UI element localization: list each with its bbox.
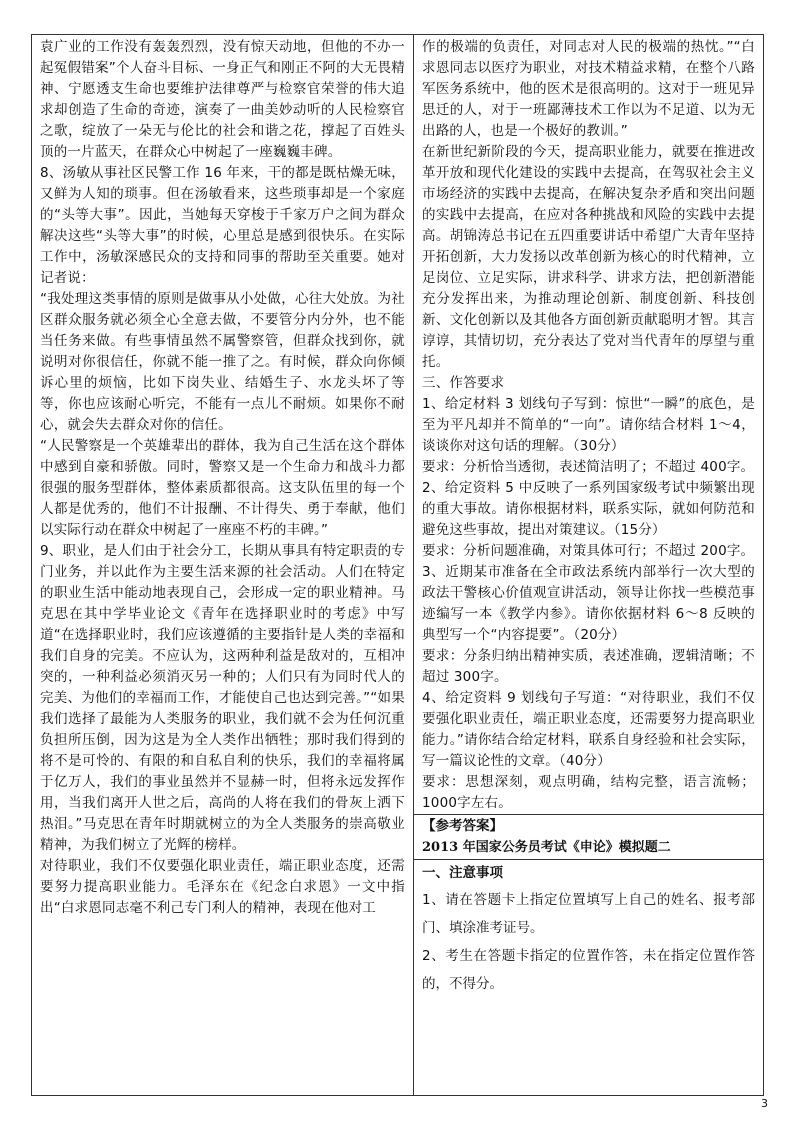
note-item: 1、请在答题卡上指定位置填写上自己的姓名、报考部门、填涂准考证号。 bbox=[422, 892, 755, 936]
section-heading: 三、作答要求 bbox=[422, 375, 505, 391]
paragraph: 8、汤敏从事社区民警工作 16 年来，干的都是既枯燥无味，又鲜为人知的琐事。但在汤敏看来，这些琐事却是一个家庭的“头等大事”。因此，当她每天穿梭于千家万户之间为群众解决这些“头等大事”的时候，心里总是感到很快乐。在实际工作中，汤敏深感民众的支持和同事的帮助至关重要。她对记者说： bbox=[40, 165, 405, 286]
paragraph: “我处理这类事情的原则是做事从小处做，心往大处放。为社区群众服务就必须全心全意去做，不要管分内分外，也不能当任务来做。有些事情虽然不属警察管，但群众找到你，就说明对你很信任，你就不能一推了之。有时候，群众向你倾诉心里的烦恼，比如下岗失业、结婚生子、水龙头坏了等等，你也应该耐心听完，不能有一点儿不耐烦。如果你不耐心，就会失去群众对你的信任。 bbox=[40, 291, 405, 433]
right-column bbox=[414, 35, 763, 1095]
paragraph: “人民警察是一个英雄辈出的群体，我为自己生活在这个群体中感到自豪和骄傲。同时，警察又是一个生命力和战斗力都很强的服务型群体，整体素质都很高。这支队伍里的每一个人都是优秀的，他们不计报酬、不计得失、勇于奉献，他们以实际行动在群众中树起了一座座不朽的丰碑。” bbox=[40, 438, 405, 538]
paragraph: 在新世纪新阶段的今天，提高职业能力，就要在推进改革开放和现代化建设的实践中去提高，在驾驭社会主义市场经济的实践中去提高，在解决复杂矛盾和突出问题的实践中去提高，在应对各种挑战和风险的实践中去提高。胡锦涛总书记在五四重要讲话中希望广大青年坚持开拓创新，大力发扬以改革创新为核心的时代精神，立足岗位、立足实际，讲求科学、讲求方法，把创新潜能充分发挥出来，为推动理论创新、制度创新、科技创新、文化创新以及其他各方面创新贡献聪明才智。其言谆谆，其情切切，充分表达了党对当代青年的厚望与重托。 bbox=[422, 144, 755, 370]
mock-exam-title: 2013 年国家公务员考试《申论》模拟题二 bbox=[422, 840, 671, 855]
paragraph: 9、职业，是人们由于社会分工，长期从事具有特定职责的专门业务，并以此作为主要生活来源的社会活动。人们在特定的职业生活中能动地表现自己，会形成一定的职业精神。马克思在其中学毕业论文《青年在选择职业时的考虑》中写道“在选择职业时，我们应该遵循的主要指针是人类的幸福和我们自身的完美。不应认为，这两种利益是敌对的，互相冲突的，一种利益必须消灭另一种的；人们只有为同时代人的完美、为他们的幸福而工作，才能使自己也达到完善。”“如果我们选择了最能为人类服务的职业，我们就不会为任何沉重负担所压倒，因为这是为全人类作出牺牲；那时我们得到的将不是可怜的、有限的和自私自利的快乐，我们的幸福将属于亿万人，我们的事业虽然并不显赫一时，但将永远发挥作用，当我们离开人世之后，高尚的人将在我们的骨灰上洒下热泪。”马克思在青年时期就树立的为全人类服务的崇高敬业精神，为我们树立了光辉的榜样。 bbox=[40, 543, 405, 853]
paragraph: 对待职业，我们不仅要强化职业责任，端正职业态度，还需要努力提高职业能力。毛泽东在《纪念白求恩》一文中指出“白求恩同志毫不利己专门利人的精神，表现在他对工 bbox=[40, 858, 405, 916]
paragraph: 作的极端的负责任，对同志对人民的极端的热忱。”“白求恩同志以医疗为职业，对技术精益求精，在整个八路军医务系统中，他的医术是很高明的。这对于一班见异思迁的人，对于一班鄙薄技术工作以为不足道、以为无出路的人，也是一个极好的教训。” bbox=[422, 39, 755, 139]
question-1: 1、给定材料 3 划线句子写到：惊世“一瞬”的底色，是至为平凡却并不简单的“一向”。请你结合材料 1～4，谈谈你对这句话的理解。（30分） bbox=[422, 396, 755, 454]
question-3: 3、近期某市准备在全市政法系统内部举行一次大型的政法干警核心价值观宣讲活动，领导让你找一些模范事迹编写一本《教学内参》。请你依据材料 6～8 反映的典型写一个“内容提要”。（20分） bbox=[422, 564, 755, 643]
question-1-requirement: 要求：分析恰当透彻，表述简洁明了；不超过 400字。 bbox=[422, 459, 755, 475]
question-2: 2、给定资料 5 中反映了一系列国家级考试中频繁出现的重大事故。请你根据材料，联系实际，就如何防范和避免这些事故，提出对策建议。（15分） bbox=[422, 480, 755, 538]
page-number: 3 bbox=[761, 1097, 768, 1110]
left-column bbox=[32, 35, 414, 1095]
document-page bbox=[31, 34, 764, 1096]
answer-header: 【参考答案】 bbox=[422, 818, 503, 834]
question-2-requirement: 要求：分析问题准确，对策具体可行；不超过 200字。 bbox=[422, 543, 755, 559]
question-4-requirement: 要求：思想深刻，观点明确，结构完整，语言流畅；1000字左右。 bbox=[422, 774, 755, 811]
paragraph: 袁广业的工作没有轰轰烈烈，没有惊天动地，但他的不办一起冤假错案”个人奋斗目标、一身正气和刚正不阿的大无畏精神、宁愿透支生命也要维护法律尊严与检察官荣誉的伟大追求却创造了生命的奇迹，演奏了一曲美妙动听的人民检察官之歌，绽放了一朵无与伦比的社会和谐之花，撑起了百姓头顶的一片蓝天，在群众心中树起了一座巍巍丰碑。 bbox=[40, 39, 405, 160]
notes-section-title: 一、注意事项 bbox=[422, 865, 503, 881]
question-4: 4、给定资料 9 划线句子写道：“对待职业，我们不仅要强化职业责任，端正职业态度，还需要努力提高职业能力。”请你结合给定材料，联系自身经验和社会实际，写一篇议论性的文章。（40分） bbox=[422, 690, 755, 769]
note-item: 2、考生在答题卡指定的位置作答，未在指定位置作答的，不得分。 bbox=[422, 948, 755, 992]
question-3-requirement: 要求：分条归纳出精神实质，表述准确，逻辑清晰；不超过 300字。 bbox=[422, 648, 755, 685]
